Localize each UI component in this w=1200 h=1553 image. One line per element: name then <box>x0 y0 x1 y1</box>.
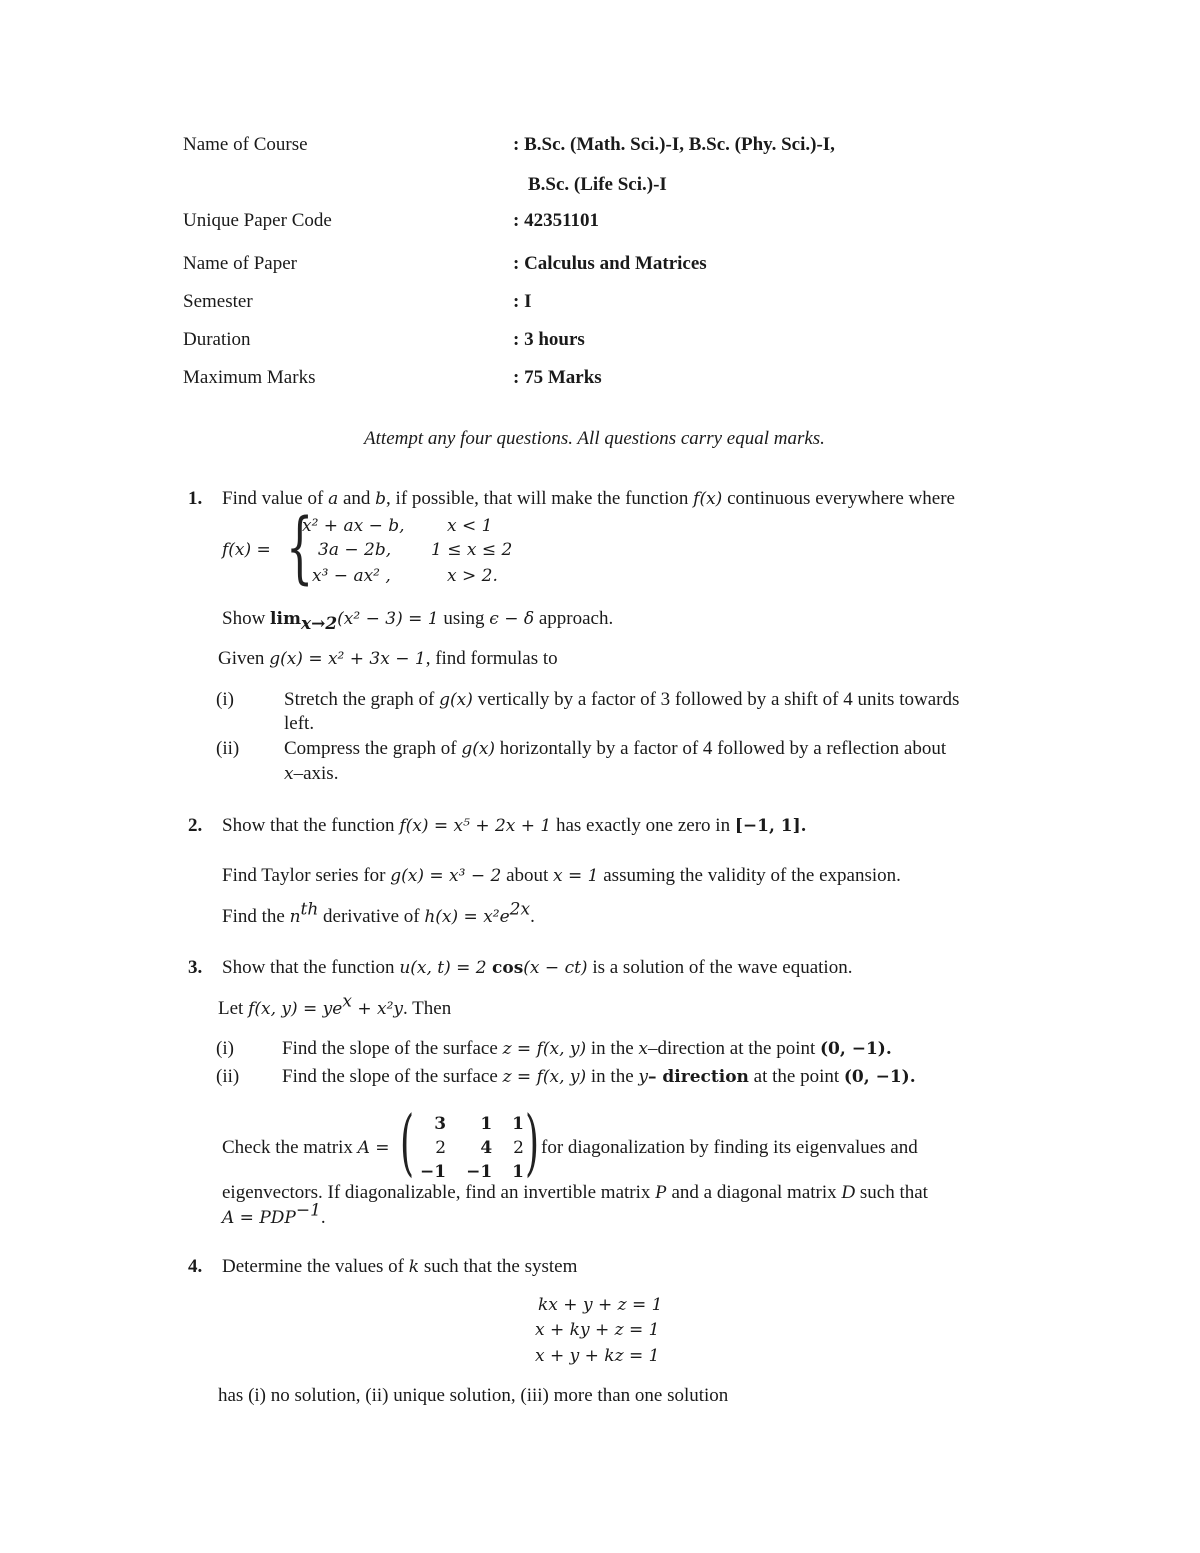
question-number: 4. <box>188 1256 203 1277</box>
semester-label: Semester <box>183 291 253 312</box>
duration-label: Duration <box>183 329 251 350</box>
q3-part-c-line2: eigenvectors. If diagonalizable, find an invertible matrix P and a diagonal matrix D such that <box>222 1182 928 1203</box>
q1-c-ii-label: (ii) <box>216 738 240 759</box>
q4-part-a: Determine the values of k such that the system <box>222 1256 578 1277</box>
matrix-cell: 1 <box>512 1162 524 1182</box>
q1-part-c: Given g(x) = x² + 3x − 1, find formulas to <box>218 648 558 669</box>
q1-c-ii-text: Compress the graph of g(x) horizontally by a factor of 4 followed by a reflection about <box>284 738 947 759</box>
q1-c-i-label: (i) <box>216 689 234 710</box>
question-number: 3. <box>188 957 203 978</box>
q1-c-i-text-cont: left. <box>284 713 315 734</box>
q1-part-a: Find value of a and b, if possible, that will make the function f(x) continuous everywhere where <box>222 488 955 509</box>
case-3-cond: x > 2. <box>447 566 498 586</box>
case-2-cond: 1 ≤ x ≤ 2 <box>431 540 513 560</box>
q3-part-b: Let f(x, $y) = ye^x + x^2y$. Then <box>218 991 452 1019</box>
piecewise-lhs: f(x) = <box>222 540 271 560</box>
q1-c-i-text: Stretch the graph of g(x) vertically by a factor of 3 followed by a shift of 4 units towards <box>284 689 960 710</box>
q2-part-a: Show that the function f(x) = x⁵ + 2x + 1 has exactly one zero in [−1, 1]. <box>222 815 807 836</box>
equation-1: kx + y + z = 1 <box>538 1295 663 1315</box>
duration-value: : 3 hours <box>513 329 585 350</box>
question-number: 2. <box>188 815 203 836</box>
equation-2: x + ky + z = 1 <box>535 1320 660 1340</box>
matrix <box>410 1112 534 1184</box>
case-3-expr: x³ − ax² , <box>312 566 391 586</box>
matrix-cell: −1 <box>420 1162 447 1182</box>
code-value: : 42351101 <box>513 210 600 231</box>
marks-value: : 75 Marks <box>513 367 602 388</box>
q2-part-c: Find the $n^{th}$ derivative of $h(x) = x^2e^{2x}$. <box>222 899 535 927</box>
q1-part-b: Show $\lim_{x\to 2}(x^2 - 3) = 1$ using ϵ − δ approach. <box>222 608 614 634</box>
matrix-cell: 3 <box>434 1114 447 1134</box>
case-2-expr: 3a − 2b, <box>318 540 392 560</box>
matrix-cell: 1 <box>480 1114 493 1134</box>
piecewise-brace: { <box>286 503 314 593</box>
code-label: Unique Paper Code <box>183 210 332 231</box>
q4-part-b: has (i) no solution, (ii) unique solution, (iii) more than one solution <box>218 1385 729 1406</box>
matrix-cell: 1 <box>512 1114 524 1134</box>
paper-label: Name of Paper <box>183 253 297 274</box>
equation-3: x + y + kz = 1 <box>535 1346 660 1366</box>
matrix-cell: 2 <box>435 1138 447 1158</box>
q3-b-i-label: (i) <box>216 1038 234 1059</box>
case-1-expr: x² + ax − b, <box>302 516 405 536</box>
matrix-cell: 4 <box>480 1138 493 1158</box>
q3-part-c: Check the matrix A = <box>222 1137 390 1158</box>
case-1-cond: x < 1 <box>447 516 493 536</box>
instructions: Attempt any four questions. All questions carry equal marks. <box>364 428 825 449</box>
semester-value: : I <box>513 291 532 312</box>
question-number: 1. <box>188 488 203 509</box>
q3-part-a: Show that the function u(x, t) = 2 cos(x − ct) is a solution of the wave equation. <box>222 957 853 978</box>
q2-part-b: Find Taylor series for g(x) = x³ − 2 about x = 1 assuming the validity of the expansion. <box>222 865 901 886</box>
course-label: Name of Course <box>183 134 308 155</box>
paper-value: : Calculus and Matrices <box>513 253 707 274</box>
marks-label: Maximum Marks <box>183 367 316 388</box>
matrix-left-paren: ( <box>400 1100 415 1184</box>
q1-c-ii-text-cont: x–axis. <box>284 763 339 784</box>
matrix-cell: −1 <box>466 1162 493 1182</box>
q3-b-ii-text: Find the slope of the surface z = f(x, y) in the y– direction at the point (0, −1). <box>282 1066 916 1087</box>
q3-part-c-cont: for diagonalization by finding its eigenvalues and <box>541 1137 918 1158</box>
course-value: : B.Sc. (Math. Sci.)-I, B.Sc. (Phy. Sci.)-I, <box>513 134 835 155</box>
q3-part-c-line3: $A = PDP^{-1}$. <box>222 1200 326 1228</box>
matrix-cell: 2 <box>513 1138 524 1158</box>
q3-b-i-text: Find the slope of the surface z = f(x, y) in the x–direction at the point (0, −1). <box>282 1038 892 1059</box>
matrix-right-paren: ) <box>525 1100 540 1184</box>
q3-b-ii-label: (ii) <box>216 1066 240 1087</box>
course-value-cont: B.Sc. (Life Sci.)-I <box>528 174 667 195</box>
